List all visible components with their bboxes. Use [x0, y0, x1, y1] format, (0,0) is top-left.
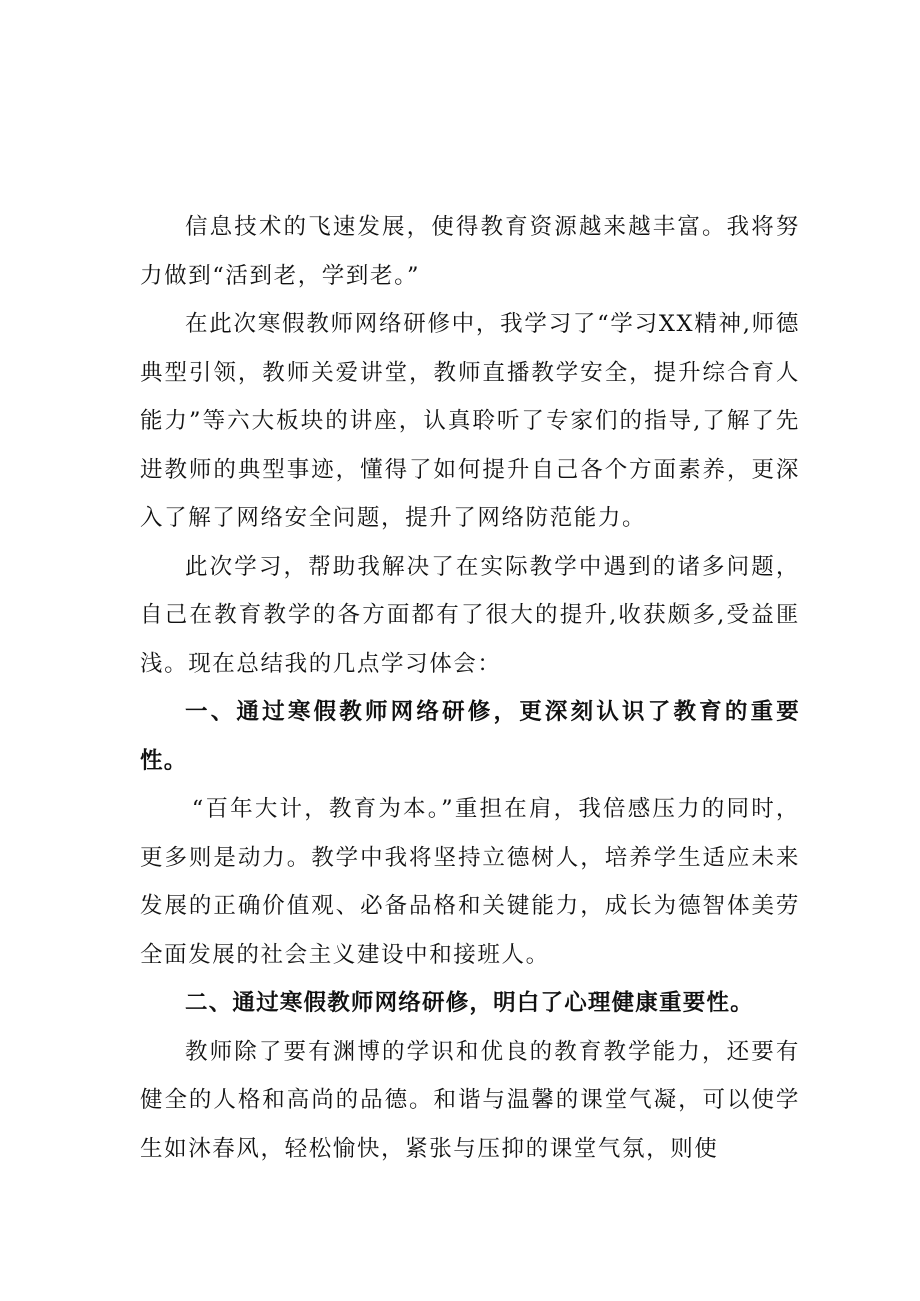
document-body — [140, 203, 800, 1173]
section-heading-1: 一、通过寒假教师网络研修，更深刻认识了教育的重要性。 — [140, 699, 800, 774]
paragraph-5: 教师除了要有渊博的学识和优良的教育教学能力，还要有健全的人格和高尚的品德。和谐与温馨的课堂气凝，可以使学生如沐春风，轻松愉快，紧张与压抑的课堂气氛，则使 — [140, 1038, 800, 1162]
section-heading-2: 二、通过寒假教师网络研修，明白了心理健康重要性。 — [185, 990, 754, 1016]
paragraph-2: 在此次寒假教师网络研修中，我学习了“学习XX精神,师德典型引领，教师关爱讲堂，教师直播教学安全，提升综合育人能力”等六大板块的讲座，认真聆听了专家们的指导,了解了先进教师的典型事迹，懂得了如何提升自己各个方面素养，更深入了解了网络安全问题，提升了网络防范能力。 — [140, 311, 800, 531]
paragraph-4: “百年大计，教育为本。”重担在肩，我倍感压力的同时，更多则是动力。教学中我将坚持立德树人，培养学生适应未来发展的正确价值观、必备品格和关键能力，成长为德智体美劳全面发展的社会主义建设中和接班人。 — [140, 796, 800, 968]
paragraph-1: 信息技术的飞速发展，使得教育资源越来越丰富。我将努力做到“活到老，学到老。” — [140, 214, 800, 289]
paragraph-3: 此次学习，帮助我解决了在实际教学中遇到的诸多问题，自己在教育教学的各方面都有了很大的提升,收获颇多,受益匪浅。现在总结我的几点学习体会： — [140, 553, 800, 677]
